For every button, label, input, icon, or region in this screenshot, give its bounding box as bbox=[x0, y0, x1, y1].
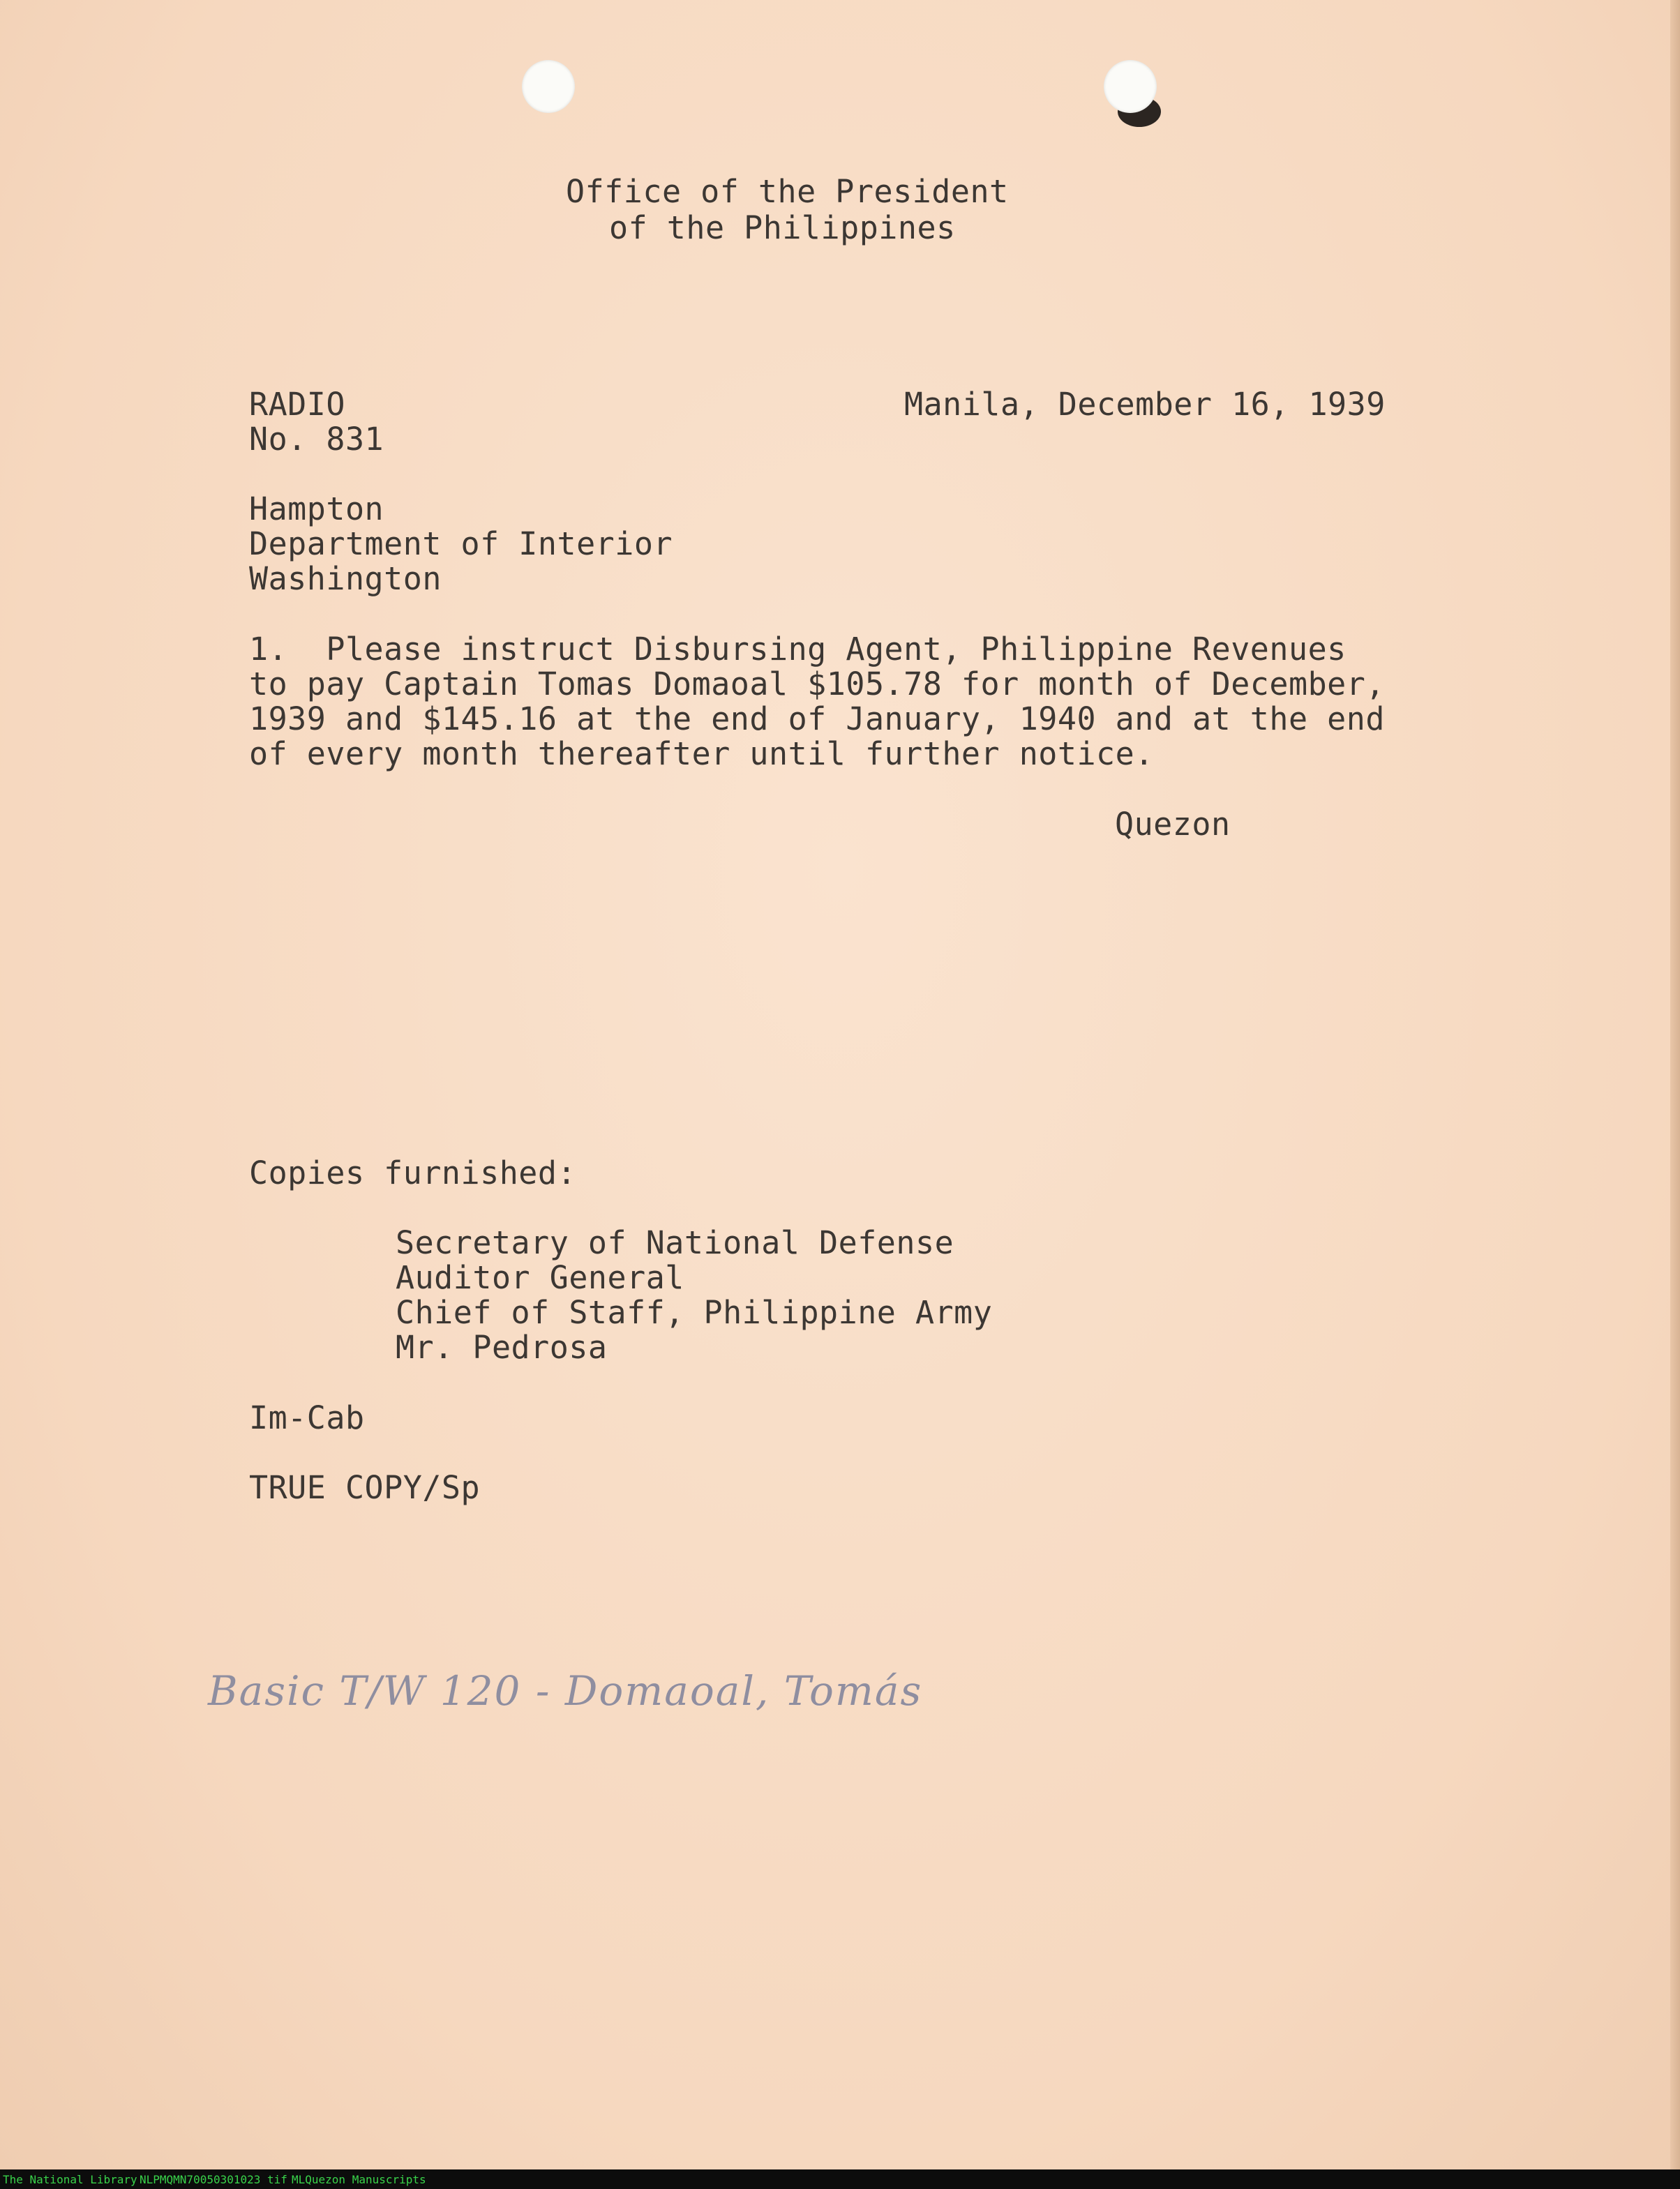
copy-recipient: Chief of Staff, Philippine Army bbox=[396, 1294, 993, 1331]
handwritten-note: Basic T/W 120 - Domaoal, Tomás bbox=[208, 1667, 923, 1715]
letterhead-line-1: Office of the President bbox=[566, 173, 1009, 210]
copies-heading: Copies furnished: bbox=[249, 1154, 577, 1191]
page-edge bbox=[1670, 0, 1680, 2169]
body-line: of every month thereafter until further notice. bbox=[249, 735, 1154, 772]
reference-initials: Im-Cab bbox=[249, 1399, 365, 1436]
true-copy-mark: TRUE COPY/Sp bbox=[249, 1469, 481, 1506]
date-line: Manila, December 16, 1939 bbox=[904, 386, 1386, 423]
letterhead-line-2: of the Philippines bbox=[609, 209, 956, 246]
message-type: RADIO bbox=[249, 386, 345, 423]
addressee-department: Department of Interior bbox=[249, 525, 673, 562]
punch-hole-left bbox=[522, 60, 575, 113]
body-line: to pay Captain Tomas Domaoal $105.78 for month of December, bbox=[249, 665, 1385, 702]
addressee-city: Washington bbox=[249, 560, 442, 597]
copy-recipient: Mr. Pedrosa bbox=[396, 1329, 608, 1366]
footer-file: NLPMQMN70050301023 tif bbox=[140, 2173, 287, 2186]
copy-recipient: Auditor General bbox=[396, 1259, 684, 1296]
signature: Quezon bbox=[1115, 806, 1231, 843]
scan-footer-bar bbox=[0, 2169, 1680, 2189]
footer-collection: MLQuezon Manuscripts bbox=[292, 2173, 426, 2186]
body-line: 1. Please instruct Disbursing Agent, Philippine Revenues bbox=[249, 631, 1347, 668]
addressee-name: Hampton bbox=[249, 490, 384, 527]
punch-hole-right bbox=[1104, 60, 1157, 113]
message-number: No. 831 bbox=[249, 421, 384, 458]
copy-recipient: Secretary of National Defense bbox=[396, 1224, 954, 1261]
body-line: 1939 and $145.16 at the end of January, 1940 and at the end bbox=[249, 700, 1385, 737]
footer-library: The National Library bbox=[3, 2173, 137, 2186]
